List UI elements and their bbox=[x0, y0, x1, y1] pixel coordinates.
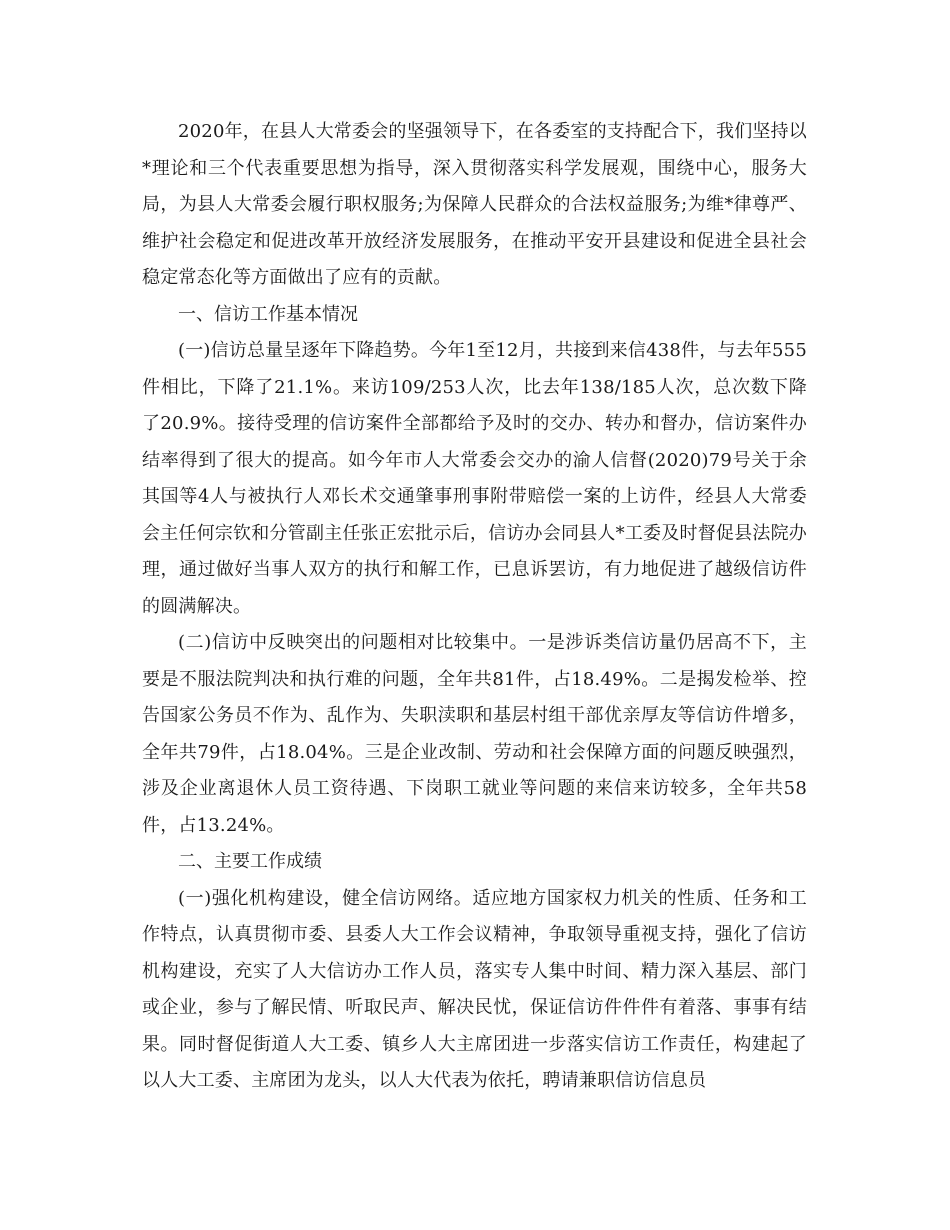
paragraph-prominent-issues: (二)信访中反映突出的问题相对比较集中。一是涉诉类信访量仍居高不下，主要是不服法院判决和执行难的问题，全年共81件，占18.49%。二是揭发检举、控告国家公务员不作为、乱作为、失职渎职和基层村组干部优亲厚友等信访件增多，全年共79件，占18.04%。三是企业改制、劳动和社会保障方面的问题反映强烈，涉及企业离退休人员工资待遇、下岗职工就业等问题的来信来访较多，全年共58件，占13.24%。 bbox=[142, 632, 807, 836]
section-heading-basic-situation: 一、信访工作基本情况 bbox=[178, 303, 358, 325]
intro-paragraph: 2020年，在县人大常委会的坚强领导下，在各委室的支持配合下，我们坚持以*理论和三个代表重要思想为指导，深入贯彻落实科学发展观，围绕中心，服务大局，为县人大常委会履行职权服务;为保障人民群众的合法权益服务;为维*律尊严、维护社会稳定和促进改革开放经济发展服务，在推动平安开县建设和促进全县社会稳定常态化等方面做出了应有的贡献。 bbox=[142, 121, 808, 288]
document-page bbox=[142, 114, 807, 1100]
paragraph-institution-building: (一)强化机构建设，健全信访网络。适应地方国家权力机关的性质、任务和工作特点，认真贯彻市委、县委人大工作会议精神，争取领导重视支持，强化了信访机构建设，充实了人大信访办工作人员，落实专人集中时间、精力深入基层、部门或企业，参与了解民情、听取民声、解决民忧，保证信访件件件有着落、事事有结果。同时督促街道人大工委、镇乡人大主席团进一步落实信访工作责任，构建起了以人大工委、主席团为龙头，以人大代表为依托，聘请兼职信访信息员 bbox=[142, 887, 807, 1091]
section-heading-achievements: 二、主要工作成绩 bbox=[178, 851, 322, 872]
paragraph-petition-volume: (一)信访总量呈逐年下降趋势。今年1至12月，共接到来信438件，与去年555件相比，下降了21.1%。来访109/253人次，比去年138/185人次，总次数下降了20.9%。接待受理的信访案件全部都给予及时的交办、转办和督办，信访案件办结率得到了很大的提高。如今年市人大常委会交办的渝人信督(2020)79号关于余其国等4人与被执行人邓长术交通肇事刑事附带赔偿一案的上访件，经县人大常委会主任何宗钦和分管副主任张正宏批示后，信访办会同县人*工委及时督促县法院办理，通过做好当事人双方的执行和解工作，已息诉罢访，有力地促进了越级信访件的圆满解决。 bbox=[142, 340, 807, 617]
